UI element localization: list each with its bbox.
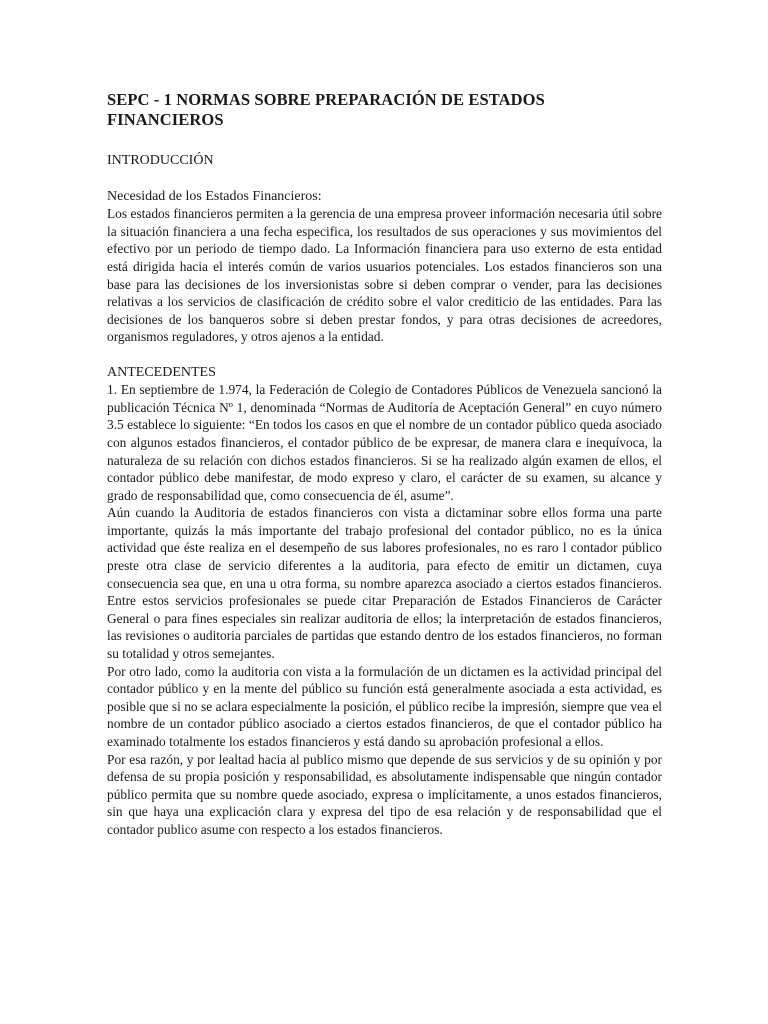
introduction-heading: INTRODUCCIÓN <box>107 153 214 168</box>
introduction-section <box>107 188 662 346</box>
antecedentes-paragraph-3: Por otro lado, como la auditoria con vista a la formulación de un dictamen es la actividad principal del contador público y en la mente del público su función está generalmente asociada a esta actividad, es posible que si no se aclara especialmente la posición, el público recibe la impresión, siempre que vea el nombre de un contador público asociado a ciertos estados financieros, de que el contador público ha examinado totalmente los estados financieros y está dando su aprobación profesional a ellos. <box>107 663 662 749</box>
document-page <box>107 90 662 839</box>
antecedentes-section <box>107 364 662 839</box>
antecedentes-heading: ANTECEDENTES <box>107 364 216 380</box>
antecedentes-paragraph-2: Aún cuando la Auditoria de estados financieros con vista a dictaminar sobre ellos forma una parte importante, quizás la más importante del trabajo profesional del contador público, no es la única actividad que éste realiza en el desempeño de sus labores profesionales, no es raro l contador público preste otra clase de servicio diferentes a la auditoria, para efecto de emitir un dictamen, cuya consecuencia sea que, en una u otra forma, su nombre aparezca asociado a ciertos estados financieros. Entre estos servicios profesionales se puede citar Preparación de Estados Financieros de Carácter General o para fines especiales sin realizar auditoria de ellos; la interpretación de estados financieros, las revisiones o auditoria parciales de partidas que estando dentro de los estados financieros, no forman su totalidad y otros semejantes. <box>107 505 662 662</box>
introduction-paragraph: Los estados financieros permiten a la gerencia de una empresa proveer información necesaria útil sobre la situación financiera a una fecha especifica, los resultados de sus operaciones y sus movimientos del efectivo por un periodo de tiempo dado. La Información financiera para uso externo de esta entidad está dirigida hacia el interés común de varios usuarios potenciales. Los estados financieros son una base para las decisiones de los inversionistas sobre si deben comprar o vender, para las decisiones relativas a los servicios de clasificación de crédito sobre el valor crediticio de las entidades. Para las decisiones de los banqueros sobre si deben prestar fondos, y para otras decisiones de acreedores, organismos reguladores, y otros ajenos a la entidad. <box>107 206 662 345</box>
antecedentes-paragraph-1: 1. En septiembre de 1.974, la Federación de Colegio de Contadores Públicos de Venezuela sancionó la publicación Técnica Nº 1, denominada “Normas de Auditoría de Aceptación General” en cuyo número 3.5 establece lo siguiente: “En todos los casos en que el nombre de un contador público queda asociado con algunos estados financieros, el contador público de be expresar, de manera clara e inequívoca, la naturaleza de su relación con dichos estados financieros. Si se ha realizado algún examen de ellos, el contador público debe manifestar, de modo expreso y claro, el carácter de su examen, su alcance y grado de responsabilidad que, como consecuencia de él, asume”. <box>107 382 662 503</box>
antecedentes-paragraph-4: Por esa razón, y por lealtad hacia al publico mismo que depende de sus servicios y de su opinión y por defensa de su propia posición y responsabilidad, es absolutamente indispensable que ningún contador público permita que su nombre quede asociado, expresa o implícitamente, a unos estados financieros, sin que haya una explicación clara y expresa del tipo de esa relación y de responsabilidad que el contador publico asume con respecto a los estados financieros. <box>107 751 662 837</box>
introduction-subheading: Necesidad de los Estados Financieros: <box>107 188 322 204</box>
document-title: SEPC - 1 NORMAS SOBRE PREPARACIÓN DE ESTADOS FINANCIEROS <box>107 90 545 129</box>
